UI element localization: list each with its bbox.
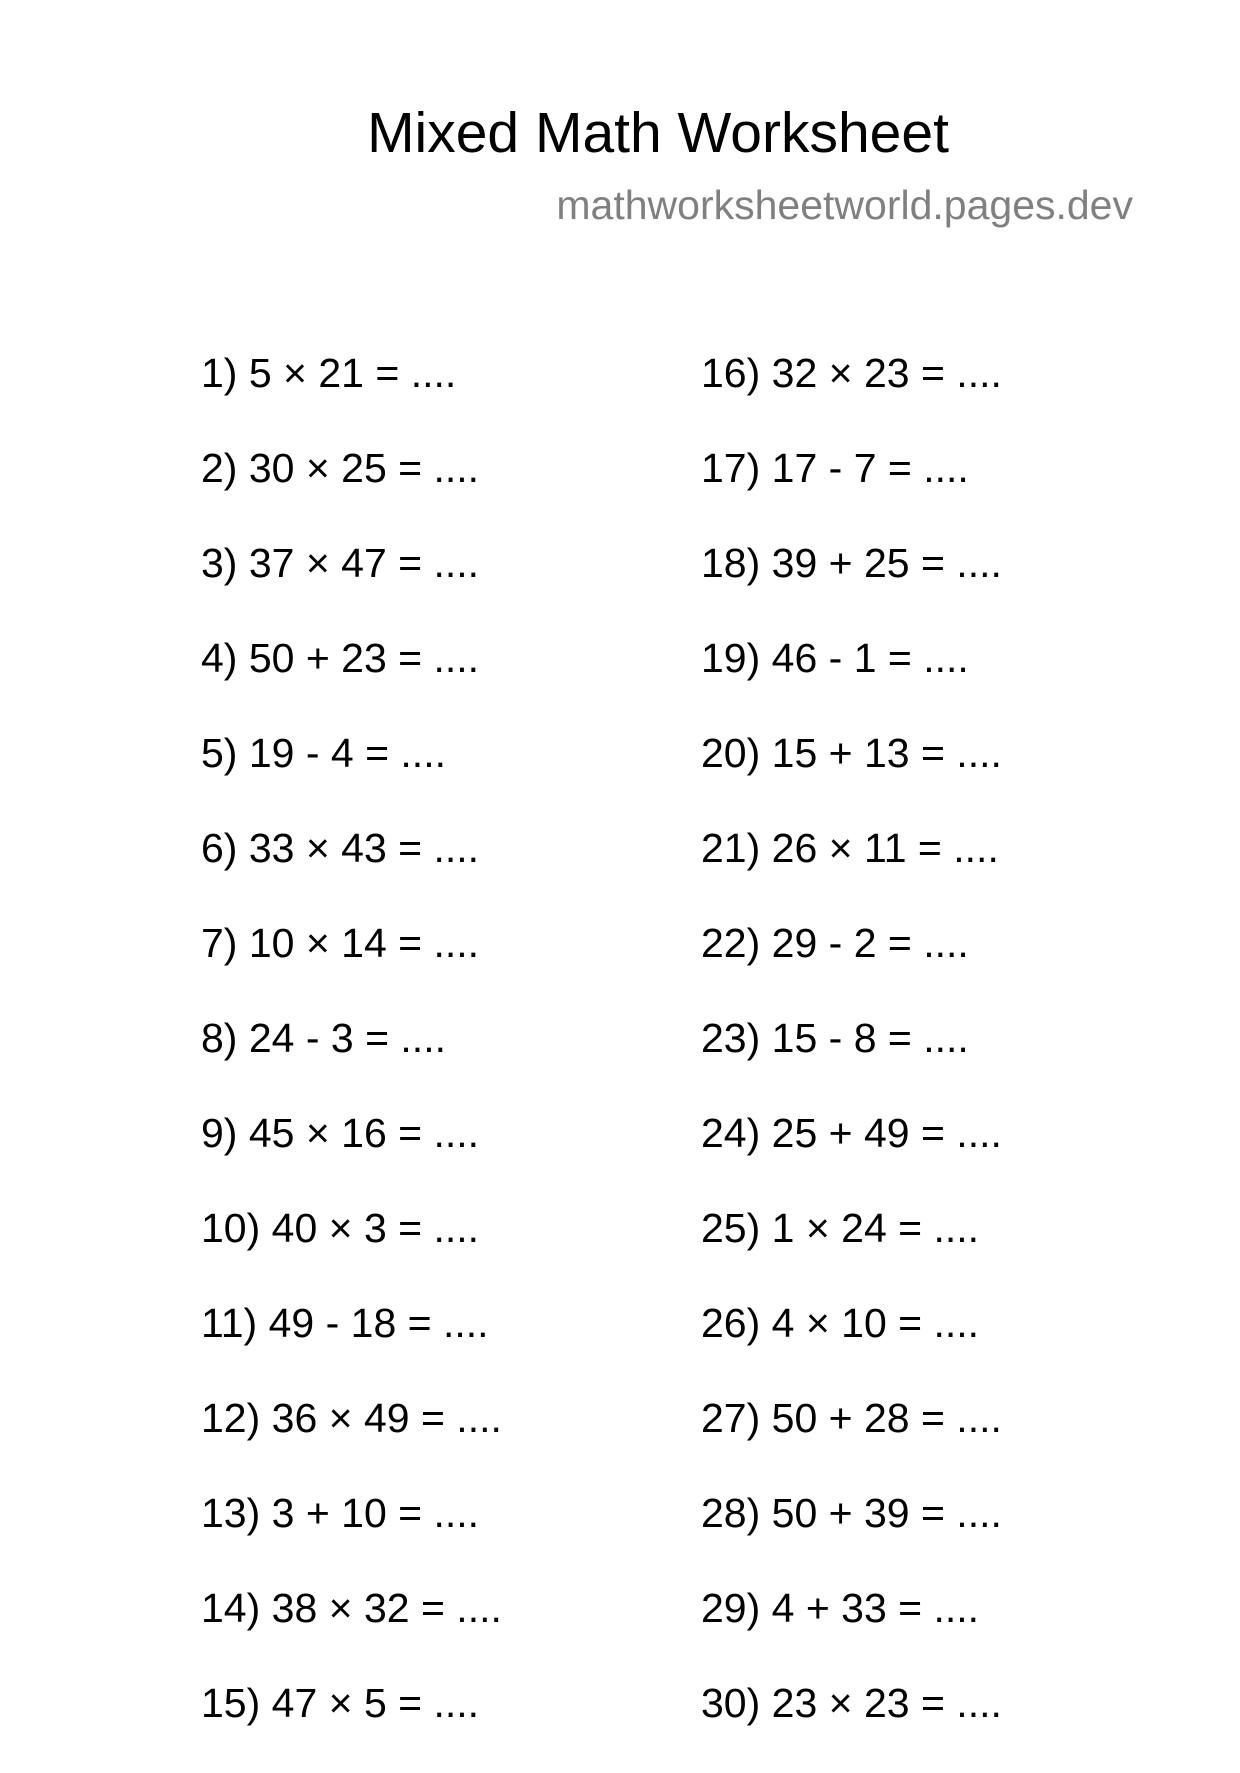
problem-3: 3) 37 × 47 = ....	[201, 540, 480, 586]
problem-19: 19) 46 - 1 = ....	[701, 635, 969, 681]
problem-1: 1) 5 × 21 = ....	[201, 350, 457, 396]
problem-30: 30) 23 × 23 = ....	[701, 1680, 1002, 1726]
worksheet-title: Mixed Math Worksheet	[367, 101, 949, 165]
problem-27: 27) 50 + 28 = ....	[701, 1395, 1002, 1441]
problem-6: 6) 33 × 43 = ....	[201, 825, 480, 871]
problem-8: 8) 24 - 3 = ....	[201, 1015, 446, 1061]
problem-24: 24) 25 + 49 = ....	[701, 1110, 1002, 1156]
problem-5: 5) 19 - 4 = ....	[201, 730, 446, 776]
problem-18: 18) 39 + 25 = ....	[701, 540, 1002, 586]
problem-17: 17) 17 - 7 = ....	[701, 445, 969, 491]
problem-22: 22) 29 - 2 = ....	[701, 920, 969, 966]
problem-4: 4) 50 + 23 = ....	[201, 635, 480, 681]
problem-23: 23) 15 - 8 = ....	[701, 1015, 969, 1061]
problem-26: 26) 4 × 10 = ....	[701, 1300, 980, 1346]
problem-12: 12) 36 × 49 = ....	[201, 1395, 502, 1441]
problem-column-right	[701, 348, 1002, 1773]
problem-column-left	[201, 348, 502, 1773]
problem-2: 2) 30 × 25 = ....	[201, 445, 480, 491]
problem-7: 7) 10 × 14 = ....	[201, 920, 480, 966]
problem-16: 16) 32 × 23 = ....	[701, 350, 1002, 396]
problem-28: 28) 50 + 39 = ....	[701, 1490, 1002, 1536]
problem-14: 14) 38 × 32 = ....	[201, 1585, 502, 1631]
site-url: mathworksheetworld.pages.dev	[556, 182, 1133, 228]
problem-15: 15) 47 × 5 = ....	[201, 1680, 480, 1726]
problem-11: 11) 49 - 18 = ....	[201, 1300, 489, 1346]
problem-13: 13) 3 + 10 = ....	[201, 1490, 480, 1536]
problem-9: 9) 45 × 16 = ....	[201, 1110, 480, 1156]
problem-20: 20) 15 + 13 = ....	[701, 730, 1002, 776]
problem-21: 21) 26 × 11 = ....	[701, 825, 999, 871]
problem-29: 29) 4 + 33 = ....	[701, 1585, 980, 1631]
problem-10: 10) 40 × 3 = ....	[201, 1205, 480, 1251]
problem-25: 25) 1 × 24 = ....	[701, 1205, 980, 1251]
